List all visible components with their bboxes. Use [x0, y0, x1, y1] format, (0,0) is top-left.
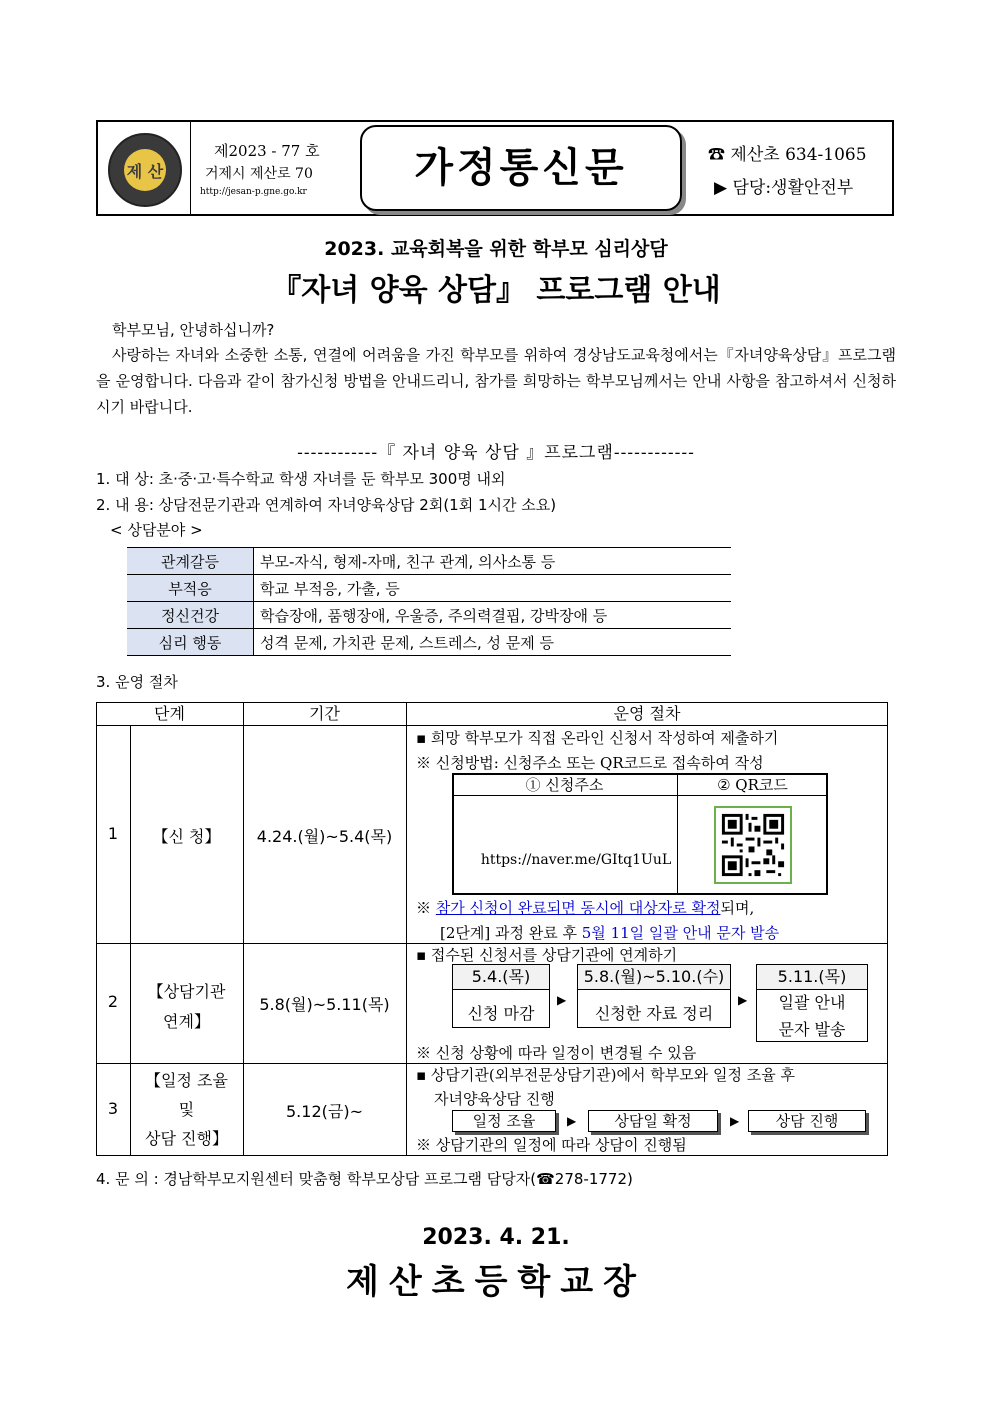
header-step: 단계	[154, 704, 185, 723]
apply-url[interactable]: https://naver.me/GItq1UuL	[480, 852, 672, 868]
table-row	[127, 629, 731, 656]
table-row	[127, 575, 731, 602]
step-number: 2	[107, 992, 119, 1011]
issue-number: 제2023 - 77 호	[214, 142, 320, 160]
school-url[interactable]: http://jesan-p.gne.go.kr	[200, 187, 307, 197]
note2-prefix: [2단계] 과정 완료 후	[440, 924, 577, 942]
step-name	[130, 977, 243, 1037]
department: ▶ 담당:생활안전부	[714, 178, 854, 198]
step3-note: ※ 상담기관의 일정에 따라 상담이 진행됨	[416, 1136, 687, 1154]
arrow-right-icon: ▶	[730, 1114, 740, 1128]
step-period: 5.8(월)~5.11(목)	[259, 995, 390, 1014]
header-process: 운영 절차	[613, 704, 681, 723]
table-row	[127, 602, 731, 629]
arrow-right-icon: ▶	[738, 993, 748, 1007]
field-detail: 학습장애, 품행장애, 우울증, 주의력결핍, 강박장애 등	[254, 602, 732, 629]
subtitle: 2023. 교육회복을 위한 학부모 심리상담	[324, 238, 668, 260]
note-tail: 되며,	[720, 899, 755, 917]
step1-line2: ※ 신청방법: 신청주소 또는 QR코드로 접속하여 작성	[416, 754, 764, 772]
step-number: 3	[107, 1099, 119, 1118]
intro-paragraph	[96, 342, 896, 420]
schedule-date: 5.8.(월)~5.10.(수)	[578, 965, 730, 990]
schedule-box	[452, 964, 550, 1028]
step-name-line: 【일정 조율	[145, 1071, 228, 1090]
field-detail: 부모-자식, 형제-자매, 친구 관계, 의사소통 등	[254, 548, 732, 575]
step-period: 4.24.(월)~5.4(목)	[256, 827, 393, 846]
step-name-line: 연계】	[163, 1012, 210, 1031]
step2-line1: ▪ 접수된 신청서를 상담기관에 연계하기	[416, 946, 678, 964]
step-name-line: 및	[178, 1100, 195, 1119]
field-detail: 학교 부적응, 가출, 등	[254, 575, 732, 602]
schedule-text	[757, 989, 867, 1043]
principal-signature: 제산초등학교장	[346, 1262, 646, 1302]
table-line	[452, 795, 828, 796]
table-line	[243, 702, 244, 1155]
schedule-date: 5.4.(목)	[453, 965, 549, 990]
field-category: 정신건강	[127, 602, 254, 629]
table-line	[406, 702, 407, 1155]
schedule-text-line: 문자 발송	[778, 1020, 846, 1039]
step-name: 【신 청】	[152, 827, 221, 846]
school-address: 거제시 제산로 70	[205, 166, 313, 182]
school-logo	[108, 133, 182, 207]
step3-line2: 자녀양육상담 진행	[434, 1090, 555, 1108]
field-table	[127, 547, 731, 656]
table-row	[127, 548, 731, 575]
step1-note1	[416, 897, 754, 918]
note2-highlight: 5월 11일 일괄 안내 문자 발송	[581, 924, 780, 942]
note-confirm-text: 참가 신청이 완료되면 동시에 대상자로 확정	[435, 899, 721, 917]
schedule-date: 5.11.(목)	[757, 965, 867, 990]
issue-date: 2023. 4. 21.	[422, 1225, 570, 1250]
step1-note2	[440, 922, 779, 943]
greeting: 학부모님, 안녕하십니까?	[112, 321, 275, 339]
step-name-line: 상담 진행】	[145, 1129, 228, 1148]
step-name	[130, 1066, 243, 1153]
schedule-text: 신청 마감	[467, 1004, 535, 1023]
qr-col-address: ① 신청주소	[525, 776, 604, 794]
table-line	[96, 725, 888, 726]
field-heading: < 상담분야 >	[110, 521, 203, 539]
step3-line1: ▪ 상담기관(외부전문상담기관)에서 학부모와 일정 조율 후	[416, 1066, 795, 1084]
main-title: 『자녀 양육 상담』 프로그램 안내	[271, 273, 721, 308]
flow-step: 상담일 확정	[588, 1110, 718, 1132]
arrow-right-icon: ▶	[557, 993, 567, 1007]
step2-note: ※ 신청 상황에 따라 일정이 변경될 수 있음	[416, 1044, 697, 1062]
field-category: 심리 행동	[127, 629, 254, 656]
step-name-line: 【상담기관	[147, 982, 226, 1001]
step1-line1: ▪ 희망 학부모가 직접 온라인 신청서 작성하여 제출하기	[416, 729, 779, 747]
item-inquiry: 4. 문 의 : 경남학부모지원센터 맞춤형 학부모상담 프로그램 담당자(☎278-1772)	[96, 1170, 633, 1188]
step-period: 5.12(금)~	[286, 1102, 363, 1121]
note-mark: ※	[416, 899, 432, 917]
field-category: 관계갈등	[127, 548, 254, 575]
step-number: 1	[107, 824, 119, 843]
item-procedure: 3. 운영 절차	[96, 673, 178, 691]
intro-paragraph-text: 사랑하는 자녀와 소중한 소통, 연결에 어려움을 가진 학부모를 위하여 경상남도교육청에서는『자녀양육상담』프로그램을 운영합니다. 다음과 같이 참가신청 방법을 안내드리니, 참가를 희망하는 학부모님께서는 안내 사항을 참고하셔서 신청하시기 바랍니다.	[96, 346, 896, 416]
header-period: 기간	[309, 704, 340, 723]
flow-step: 상담 진행	[748, 1110, 866, 1132]
program-heading: ------------『 자녀 양육 상담 』프로그램------------	[297, 443, 695, 463]
logo-center-text: 제 산	[126, 162, 164, 181]
flow-step: 일정 조율	[452, 1110, 556, 1132]
schedule-text: 신청한 자료 정리	[594, 1004, 714, 1023]
arrow-right-icon: ▶	[567, 1114, 577, 1128]
item-content: 2. 내 용: 상담전문기관과 연계하여 자녀양육상담 2회(1회 1시간 소요)	[96, 496, 557, 514]
schedule-box	[577, 964, 731, 1028]
newsletter-title: 가정통신문	[360, 125, 682, 211]
qr-col-code: ② QR코드	[717, 776, 788, 794]
item-target: 1. 대 상: 초·중·고·특수학교 학생 자녀를 둔 학부모 300명 내외	[96, 470, 506, 488]
schedule-box	[756, 964, 868, 1042]
qr-code-icon[interactable]	[714, 806, 792, 884]
field-detail: 성격 문제, 가치관 문제, 스트레스, 성 문제 등	[254, 629, 732, 656]
field-category: 부적응	[127, 575, 254, 602]
header-divider	[190, 122, 191, 214]
schedule-text-line: 일괄 안내	[778, 993, 846, 1012]
phone-number: ☎ 제산초 634-1065	[708, 145, 867, 165]
